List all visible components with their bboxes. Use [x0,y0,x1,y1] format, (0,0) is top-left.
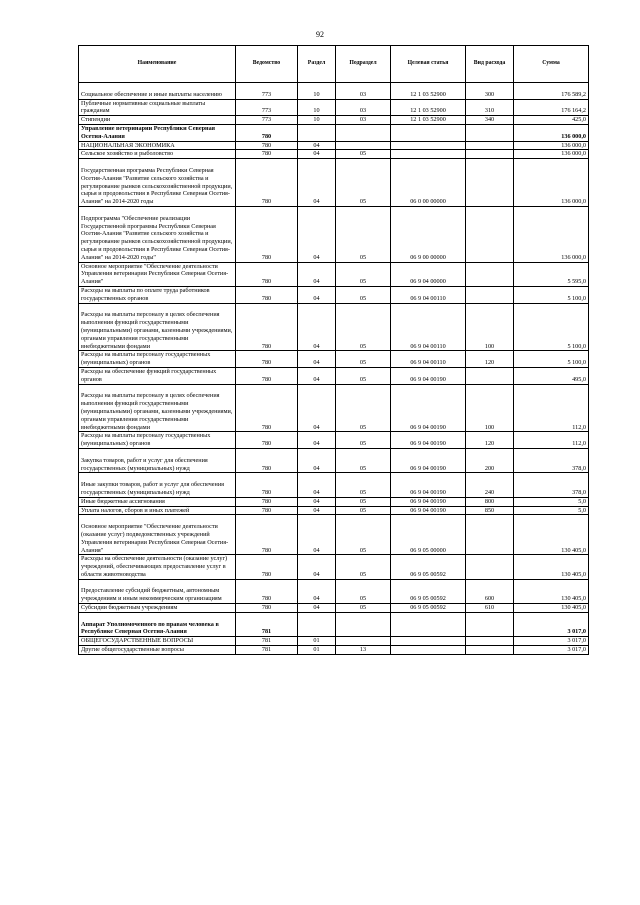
cell-dept: 781 [236,612,298,636]
cell-name: НАЦИОНАЛЬНАЯ ЭКОНОМИКА [79,141,236,150]
cell-subsection: 05 [336,286,391,303]
cell-section: 04 [298,150,336,159]
cell-subsection: 05 [336,206,391,262]
cell-dept: 780 [236,206,298,262]
cell-subsection: 05 [336,555,391,579]
table-row [79,367,589,384]
cell-dept: 780 [236,432,298,449]
cell-subsection: 05 [336,303,391,351]
cell-sum: 130 405,0 [514,555,589,579]
cell-target: 06 9 05 00592 [391,604,466,613]
cell-subsection: 03 [336,99,391,116]
cell-sum: 136 000,0 [514,159,589,207]
header-section: Раздел [298,46,336,83]
cell-dept: 773 [236,99,298,116]
cell-section: 04 [298,579,336,603]
cell-subsection: 03 [336,83,391,100]
cell-section: 04 [298,367,336,384]
cell-name: Социальное обеспечение и иные выплаты населению [79,83,236,100]
cell-subsection [336,637,391,646]
cell-target: 06 9 04 00190 [391,448,466,472]
cell-name: Государственная программа Республики Северная Осетия-Алания "Развитие сельского хозяйства и регулирование рынков сельскохозяйственной продукции, сырья и продовольствия в Республике Северная Осетия-Алания" на 2014-2020 годы [79,159,236,207]
cell-expense: 310 [466,99,514,116]
cell-sum: 5 100,0 [514,303,589,351]
cell-sum: 130 405,0 [514,515,589,555]
cell-subsection: 05 [336,448,391,472]
cell-subsection: 05 [336,604,391,613]
budget-table [78,45,589,655]
cell-section: 04 [298,515,336,555]
cell-name: Управление ветеринарии Республики Северная Осетия-Алания [79,124,236,141]
cell-target: 12 1 03 52900 [391,116,466,125]
cell-dept: 780 [236,159,298,207]
cell-expense: 240 [466,473,514,497]
cell-name: Аппарат Уполномоченного по правам человека в Республике Северная Осетия-Алания [79,612,236,636]
cell-section: 04 [298,506,336,515]
cell-subsection [336,612,391,636]
cell-name: Публичные нормативные социальные выплаты гражданам [79,99,236,116]
cell-target [391,124,466,141]
cell-sum: 3 017,0 [514,612,589,636]
table-row [79,515,589,555]
cell-target: 12 1 03 52900 [391,99,466,116]
table-row [79,262,589,286]
cell-expense [466,206,514,262]
cell-name: Основное мероприятие "Обеспечение деятельности Управления ветеринарии Республики Северная Осетия-Алания" [79,262,236,286]
cell-subsection: 05 [336,262,391,286]
cell-dept: 780 [236,497,298,506]
cell-target: 06 9 04 00000 [391,262,466,286]
table-row [79,99,589,116]
cell-target [391,646,466,655]
cell-sum: 425,0 [514,116,589,125]
cell-sum: 112,0 [514,384,589,432]
cell-name: Расходы на обеспечение деятельности (оказание услуг) учреждений, обеспечивающих предоставление услуг в области животноводства [79,555,236,579]
cell-sum: 378,0 [514,473,589,497]
cell-dept: 780 [236,579,298,603]
table-row [79,506,589,515]
cell-section: 10 [298,83,336,100]
cell-name: Стипендии [79,116,236,125]
cell-expense: 120 [466,351,514,368]
cell-dept: 780 [236,124,298,141]
cell-section: 04 [298,286,336,303]
cell-subsection: 05 [336,473,391,497]
table-row [79,141,589,150]
cell-expense [466,555,514,579]
cell-name: ОБЩЕГОСУДАРСТВЕННЫЕ ВОПРОСЫ [79,637,236,646]
cell-subsection: 05 [336,579,391,603]
cell-subsection: 05 [336,497,391,506]
cell-name: Закупка товаров, работ и услуг для обеспечения государственных (муниципальных) нужд [79,448,236,472]
cell-name: Другие общегосударственные вопросы [79,646,236,655]
cell-sum: 3 017,0 [514,646,589,655]
cell-target [391,141,466,150]
cell-expense: 200 [466,448,514,472]
cell-dept: 780 [236,286,298,303]
cell-section: 04 [298,159,336,207]
cell-sum: 495,0 [514,367,589,384]
cell-section: 10 [298,99,336,116]
cell-sum: 3 017,0 [514,637,589,646]
cell-subsection: 05 [336,159,391,207]
table-row [79,286,589,303]
cell-sum: 5,0 [514,497,589,506]
cell-expense [466,150,514,159]
header-dept: Ведомство [236,46,298,83]
table-row [79,303,589,351]
cell-name: Расходы на выплаты персоналу в целях обеспечения выполнения функций государственными (муниципальными) органами, казенными учреждениями, органами управления государственными внебюджетными фондами [79,303,236,351]
cell-expense [466,262,514,286]
cell-target: 06 9 04 00110 [391,351,466,368]
cell-dept: 780 [236,384,298,432]
cell-subsection: 05 [336,351,391,368]
cell-expense: 100 [466,384,514,432]
cell-target: 06 0 00 00000 [391,159,466,207]
cell-subsection [336,124,391,141]
cell-subsection: 05 [336,384,391,432]
cell-target: 06 9 04 00110 [391,303,466,351]
cell-dept: 780 [236,150,298,159]
cell-name: Иные закупки товаров, работ и услуг для обеспечения государственных (муниципальных) нужд [79,473,236,497]
cell-target: 06 9 05 00000 [391,515,466,555]
cell-section: 04 [298,448,336,472]
cell-section: 04 [298,141,336,150]
cell-expense [466,646,514,655]
cell-name: Расходы на обеспечение функций государственных органов [79,367,236,384]
cell-target: 06 9 04 00190 [391,432,466,449]
cell-section: 01 [298,646,336,655]
cell-dept: 780 [236,473,298,497]
cell-expense [466,124,514,141]
cell-dept: 781 [236,646,298,655]
table-row [79,612,589,636]
cell-section [298,612,336,636]
cell-expense [466,141,514,150]
cell-subsection: 05 [336,515,391,555]
table-row [79,555,589,579]
page-number: 92 [316,30,324,39]
cell-section: 04 [298,473,336,497]
cell-expense: 610 [466,604,514,613]
cell-sum: 136 000,0 [514,206,589,262]
cell-dept: 773 [236,83,298,100]
cell-section: 10 [298,116,336,125]
cell-subsection [336,141,391,150]
cell-target [391,612,466,636]
header-name: Наименование [79,46,236,83]
cell-name: Предоставление субсидий бюджетным, автономным учреждениям и иным некоммерческим организациям [79,579,236,603]
cell-target: 06 9 05 00592 [391,579,466,603]
cell-section: 04 [298,262,336,286]
cell-name: Иные бюджетные ассигнования [79,497,236,506]
cell-expense: 800 [466,497,514,506]
table-row [79,448,589,472]
cell-name: Основное мероприятие "Обеспечение деятельности (оказание услуг) подведомственных учреждений Управления ветеринарии Республики Северная Осетия-Алания" [79,515,236,555]
cell-dept: 780 [236,262,298,286]
table-row [79,604,589,613]
cell-dept: 780 [236,303,298,351]
cell-name: Субсидии бюджетным учреждениям [79,604,236,613]
cell-name: Расходы на выплаты персоналу государственных (муниципальных) органов [79,432,236,449]
header-sum: Сумма [514,46,589,83]
cell-section [298,124,336,141]
table-row [79,473,589,497]
cell-section: 04 [298,351,336,368]
cell-dept: 780 [236,367,298,384]
cell-dept: 780 [236,604,298,613]
cell-name: Уплата налогов, сборов и иных платежей [79,506,236,515]
cell-dept: 780 [236,555,298,579]
cell-dept: 780 [236,141,298,150]
header-expense: Вид расхода [466,46,514,83]
table-row [79,124,589,141]
table-header-row [79,46,589,83]
cell-sum: 136 000,0 [514,124,589,141]
cell-dept: 781 [236,637,298,646]
cell-sum: 136 000,0 [514,150,589,159]
table-row [79,150,589,159]
cell-expense: 850 [466,506,514,515]
cell-expense [466,286,514,303]
cell-section: 04 [298,555,336,579]
cell-section: 04 [298,432,336,449]
cell-name: Расходы на выплаты персоналу государственных (муниципальных) органов [79,351,236,368]
cell-subsection: 05 [336,506,391,515]
cell-subsection: 05 [336,150,391,159]
table-row [79,579,589,603]
table-row [79,159,589,207]
cell-target: 12 1 03 52900 [391,83,466,100]
cell-subsection: 05 [336,367,391,384]
cell-dept: 780 [236,515,298,555]
cell-dept: 780 [236,351,298,368]
cell-target: 06 9 05 00592 [391,555,466,579]
cell-section: 04 [298,497,336,506]
cell-sum: 5 100,0 [514,351,589,368]
table-row [79,116,589,125]
cell-expense: 300 [466,83,514,100]
cell-expense: 120 [466,432,514,449]
cell-sum: 176 164,2 [514,99,589,116]
cell-expense [466,637,514,646]
cell-target: 06 9 00 00000 [391,206,466,262]
cell-expense: 100 [466,303,514,351]
table-row [79,206,589,262]
table-row [79,432,589,449]
cell-sum: 130 405,0 [514,579,589,603]
cell-expense: 340 [466,116,514,125]
header-target: Целевая статья [391,46,466,83]
cell-target: 06 9 04 00190 [391,506,466,515]
cell-target [391,150,466,159]
table-row [79,384,589,432]
cell-name: Расходы на выплаты по оплате труда работников государственных органов [79,286,236,303]
cell-name: Сельское хозяйство и рыболовство [79,150,236,159]
cell-target [391,637,466,646]
cell-subsection: 13 [336,646,391,655]
cell-sum: 5 100,0 [514,286,589,303]
table-row [79,646,589,655]
cell-sum: 176 589,2 [514,83,589,100]
cell-sum: 378,0 [514,448,589,472]
cell-target: 06 9 04 00190 [391,384,466,432]
cell-subsection: 05 [336,432,391,449]
cell-sum: 136 000,0 [514,141,589,150]
cell-sum: 5 595,0 [514,262,589,286]
cell-subsection: 03 [336,116,391,125]
cell-dept: 780 [236,506,298,515]
table-row [79,497,589,506]
cell-expense [466,515,514,555]
cell-expense [466,367,514,384]
cell-section: 04 [298,384,336,432]
table-row [79,83,589,100]
cell-dept: 780 [236,448,298,472]
cell-section: 04 [298,206,336,262]
cell-name: Подпрограмма "Обеспечение реализации Государственной программы Республики Северная Осетия-Алания "Развитие сельского хозяйства и регулирование рынков сельскохозяйственной продукции, сырья и продовольствия в Республике Северная Осетия-Алания" на 2014-2020 годы" [79,206,236,262]
cell-section: 04 [298,303,336,351]
cell-name: Расходы на выплаты персоналу в целях обеспечения выполнения функций государственными (муниципальными) органами, казенными учреждениями, органами управления государственными внебюджетными фондами [79,384,236,432]
cell-sum: 130 405,0 [514,604,589,613]
cell-target: 06 9 04 00190 [391,497,466,506]
cell-sum: 5,0 [514,506,589,515]
cell-expense [466,612,514,636]
table-row [79,351,589,368]
cell-dept: 773 [236,116,298,125]
cell-target: 06 9 04 00190 [391,473,466,497]
cell-expense: 600 [466,579,514,603]
cell-target: 06 9 04 00190 [391,367,466,384]
table-row [79,637,589,646]
cell-sum: 112,0 [514,432,589,449]
cell-section: 01 [298,637,336,646]
header-subsection: Подраздел [336,46,391,83]
cell-target: 06 9 04 00110 [391,286,466,303]
cell-section: 04 [298,604,336,613]
cell-expense [466,159,514,207]
